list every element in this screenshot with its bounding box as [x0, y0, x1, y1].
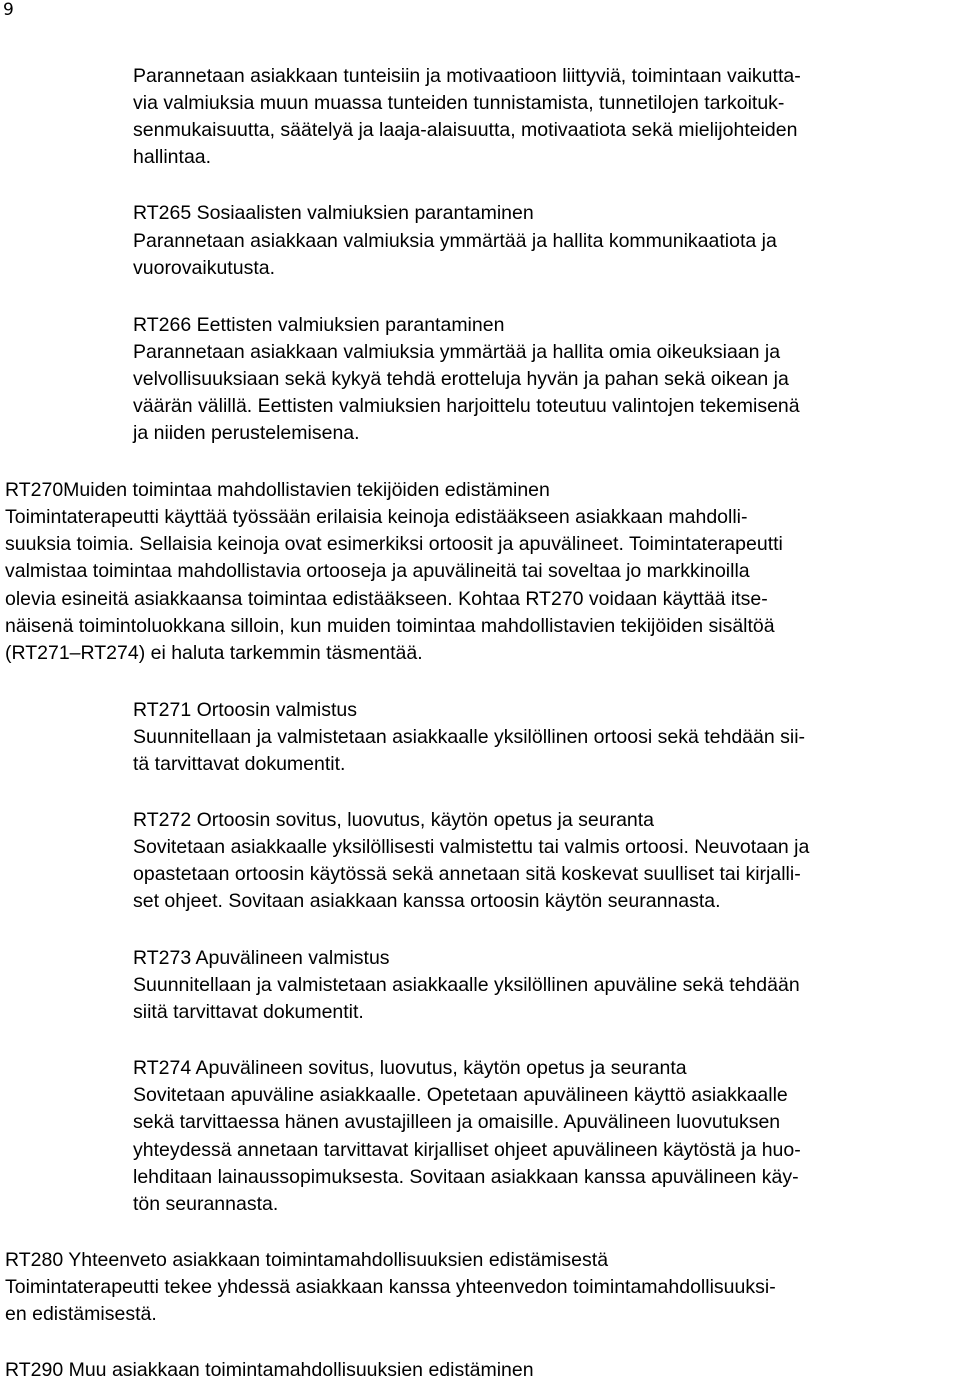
section-heading: RT274 Apuvälineen sovitus, luovutus, käytön opetus ja seuranta — [133, 1057, 687, 1079]
text-line: via valmiuksia muun muassa tunteiden tunnistamista, tunnetilojen tarkoituk- — [133, 92, 785, 114]
text-line: Toimintaterapeutti käyttää työssään erilaisia keinoja edistääkseen asiakkaan mahdolli- — [5, 506, 748, 528]
text-line: opastetaan ortoosin käytössä sekä annetaan sitä koskevat suulliset tai kirjalli- — [133, 863, 801, 885]
text-line: Sovitetaan asiakkaalle yksilöllisesti valmistettu tai valmis ortoosi. Neuvotaan ja — [133, 836, 810, 858]
text-line: olevia esineitä asiakkaansa toimintaa edistääkseen. Kohtaa RT270 voidaan käyttää itse- — [5, 588, 768, 610]
text-line: siitä tarvittavat dokumentit. — [133, 1001, 364, 1023]
text-line: Toimintaterapeutti tekee yhdessä asiakkaan kanssa yhteenvedon toimintamahdollisuuksi- — [5, 1276, 776, 1298]
text-line: Suunnitellaan ja valmistetaan asiakkaalle yksilöllinen ortoosi sekä tehdään sii- — [133, 726, 806, 748]
text-line: Parannetaan asiakkaan valmiuksia ymmärtää ja hallita omia oikeuksiaan ja — [133, 341, 781, 363]
text-line: tön seurannasta. — [133, 1193, 279, 1215]
text-line: Parannetaan asiakkaan valmiuksia ymmärtää ja hallita kommunikaatiota ja — [133, 230, 777, 252]
text-line: set ohjeet. Sovitaan asiakkaan kanssa ortoosin käytön seurannasta. — [133, 890, 721, 912]
text-line: valmistaa toimintaa mahdollistavia ortooseja ja apuvälineitä tai soveltaa jo markkinoilla — [5, 560, 750, 582]
text-line: tä tarvittavat dokumentit. — [133, 753, 346, 775]
text-line: suuksia toimia. Sellaisia keinoja ovat esimerkiksi ortoosit ja apuvälineet. Toimintaterapeutti — [5, 533, 783, 555]
text-line: en edistämisestä. — [5, 1303, 157, 1325]
section-heading: RT272 Ortoosin sovitus, luovutus, käytön opetus ja seuranta — [133, 809, 655, 831]
text-line: väärän välillä. Eettisten valmiuksien harjoittelu toteutuu valintojen tekemisenä — [133, 395, 800, 417]
text-line: lehditaan lainaussopimuksesta. Sovitaan asiakkaan kanssa apuvälineen käy- — [133, 1166, 799, 1188]
text-line: Sovitetaan apuväline asiakkaalle. Opetetaan apuvälineen käyttö asiakkaalle — [133, 1084, 788, 1106]
text-line: hallintaa. — [133, 146, 212, 168]
page-number: 9 — [3, 0, 14, 20]
section-heading: RT280 Yhteenveto asiakkaan toimintamahdollisuuksien edistämisestä — [5, 1249, 609, 1271]
section-heading: RT265 Sosiaalisten valmiuksien parantaminen — [133, 202, 534, 224]
section-heading: RT270Muiden toimintaa mahdollistavien tekijöiden edistäminen — [5, 479, 550, 501]
section-heading: RT273 Apuvälineen valmistus — [133, 947, 390, 969]
text-line: vuorovaikutusta. — [133, 257, 275, 279]
text-line: velvollisuuksiaan sekä kykyä tehdä erotteluja hyvän ja pahan sekä oikean ja — [133, 368, 789, 390]
text-line: yhteydessä annetaan tarvittavat kirjalliset ohjeet apuvälineen käytöstä ja huo- — [133, 1139, 801, 1161]
section-heading: RT266 Eettisten valmiuksien parantaminen — [133, 314, 505, 336]
text-line: näisenä toimintoluokkana silloin, kun muiden toimintaa mahdollistavien tekijöiden sisältöä — [5, 615, 775, 637]
text-line: (RT271–RT274) ei haluta tarkemmin täsmentää. — [5, 642, 423, 664]
section-heading: RT271 Ortoosin valmistus — [133, 699, 357, 721]
text-line: Parannetaan asiakkaan tunteisiin ja motivaatioon liittyviä, toimintaan vaikutta- — [133, 65, 801, 87]
text-line: ja niiden perustelemisena. — [133, 422, 360, 444]
section-heading: RT290 Muu asiakkaan toimintamahdollisuuksien edistäminen — [5, 1359, 534, 1381]
text-line: senmukaisuutta, säätelyä ja laaja-alaisuutta, motivaatiota sekä mielijohteiden — [133, 119, 798, 141]
text-line: sekä tarvittaessa hänen avustajilleen ja omaisille. Apuvälineen luovutuksen — [133, 1111, 781, 1133]
text-line: Suunnitellaan ja valmistetaan asiakkaalle yksilöllinen apuväline sekä tehdään — [133, 974, 800, 996]
